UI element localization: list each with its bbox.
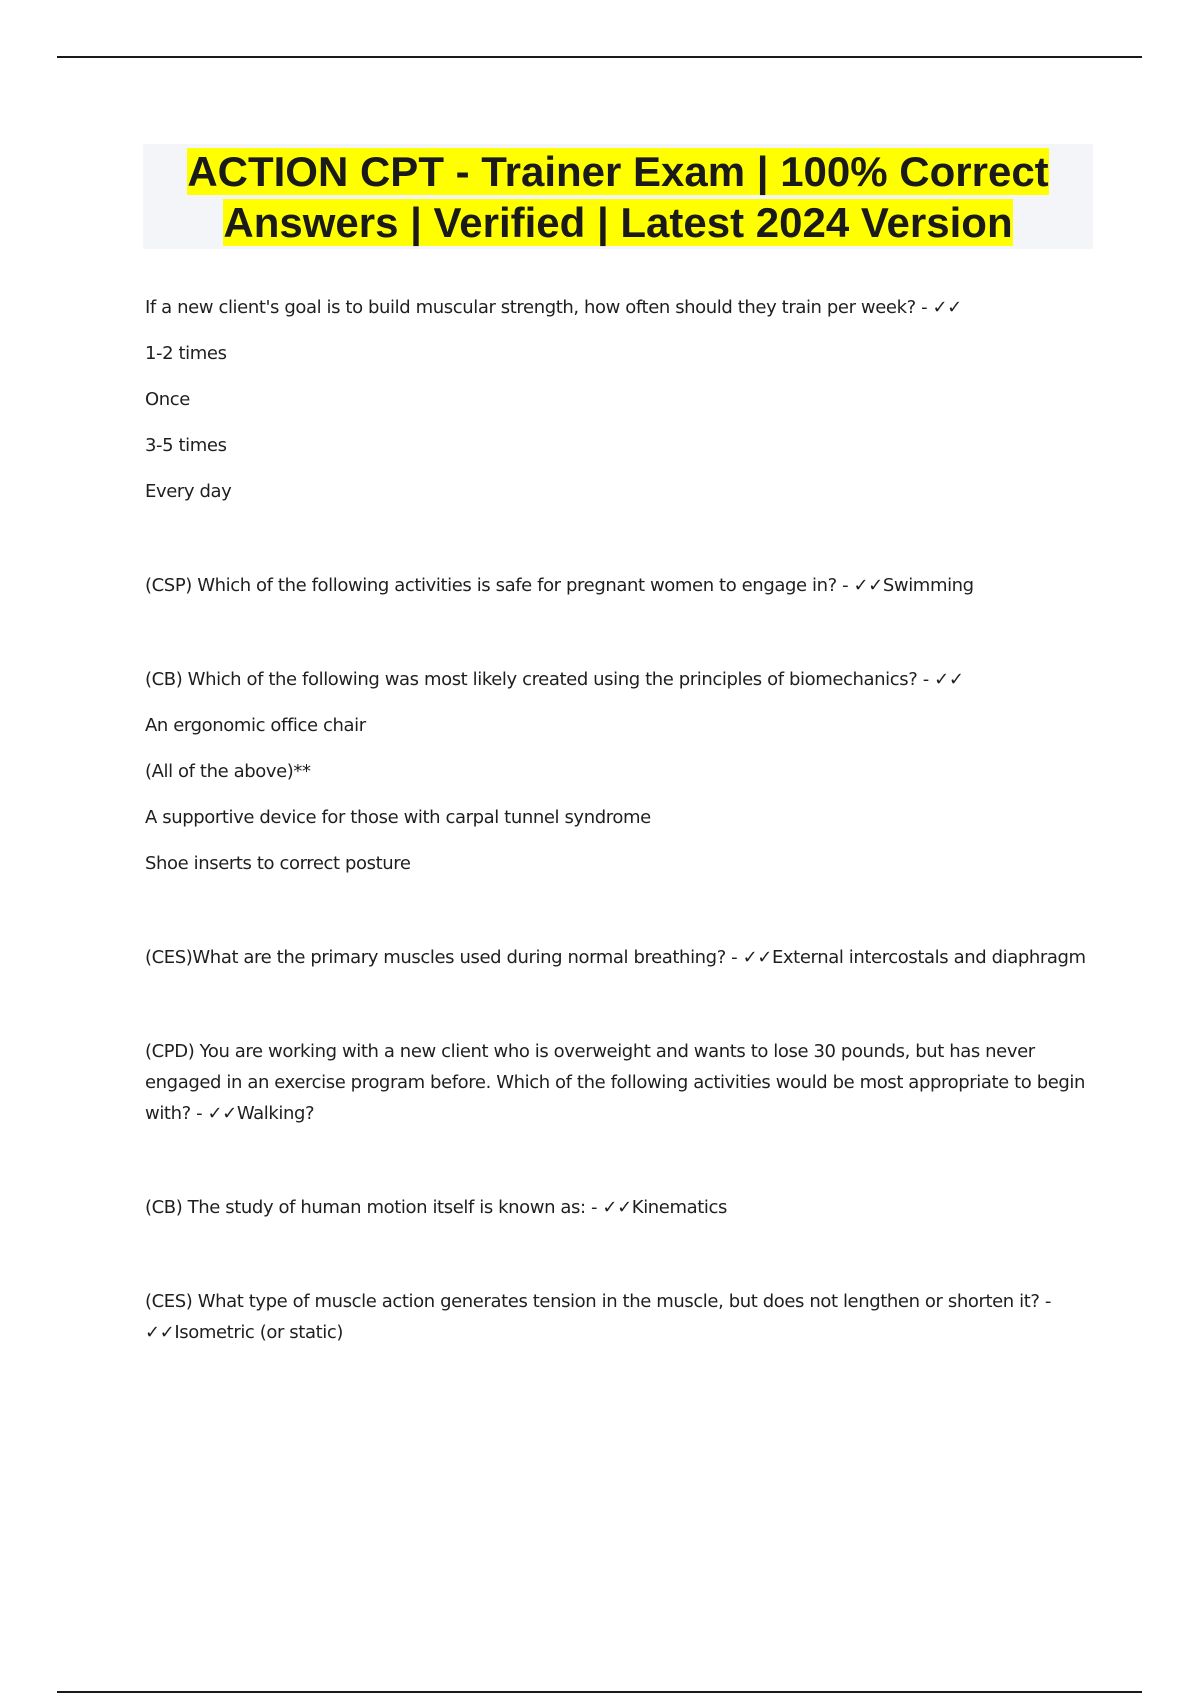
question-text: If a new client's goal is to build muscular strength, how often should they train per week? - ✓✓ (145, 297, 962, 318)
answer-option: A supportive device for those with carpal tunnel syndrome (145, 807, 651, 828)
question-item (145, 664, 1090, 879)
question-text: (CB) Which of the following was most likely created using the principles of biomechanics? - ✓✓ (145, 669, 964, 690)
question-text: (CES) What type of muscle action generates tension in the muscle, but does not lengthen or shorten it? - ✓✓Isometric (or static) (145, 1291, 1051, 1343)
question-item (145, 292, 1090, 507)
answer-option: 1-2 times (145, 343, 227, 364)
answer-option: 3-5 times (145, 435, 227, 456)
title-banner (143, 144, 1093, 249)
question-item (145, 1036, 1090, 1129)
answer-option: (All of the above)** (145, 761, 311, 782)
question-text: (CSP) Which of the following activities is safe for pregnant women to engage in? - ✓✓Swimming (145, 575, 974, 596)
answer-option: Every day (145, 481, 232, 502)
question-item (145, 570, 1090, 601)
question-text: (CB) The study of human motion itself is known as: - ✓✓Kinematics (145, 1197, 727, 1218)
page-title-highlight: ACTION CPT - Trainer Exam | 100% Correct Answers | Verified | Latest 2024 Version (187, 147, 1049, 246)
question-text: (CES)What are the primary muscles used during normal breathing? - ✓✓External intercostals and diaphragm (145, 947, 1086, 968)
question-item (145, 942, 1090, 973)
question-text: (CPD) You are working with a new client who is overweight and wants to lose 30 pounds, but has never engaged in an exercise program before. Which of the following activities would be most appropriate to begin with? - ✓✓Walking? (145, 1041, 1086, 1124)
bottom-divider (57, 1691, 1142, 1693)
page-title (143, 146, 1093, 248)
answer-option: Once (145, 389, 190, 410)
question-item (145, 1286, 1090, 1348)
answer-option: Shoe inserts to correct posture (145, 853, 411, 874)
question-item (145, 1192, 1090, 1223)
answer-option: An ergonomic office chair (145, 715, 366, 736)
question-list (145, 292, 1090, 1348)
top-divider (57, 56, 1142, 58)
